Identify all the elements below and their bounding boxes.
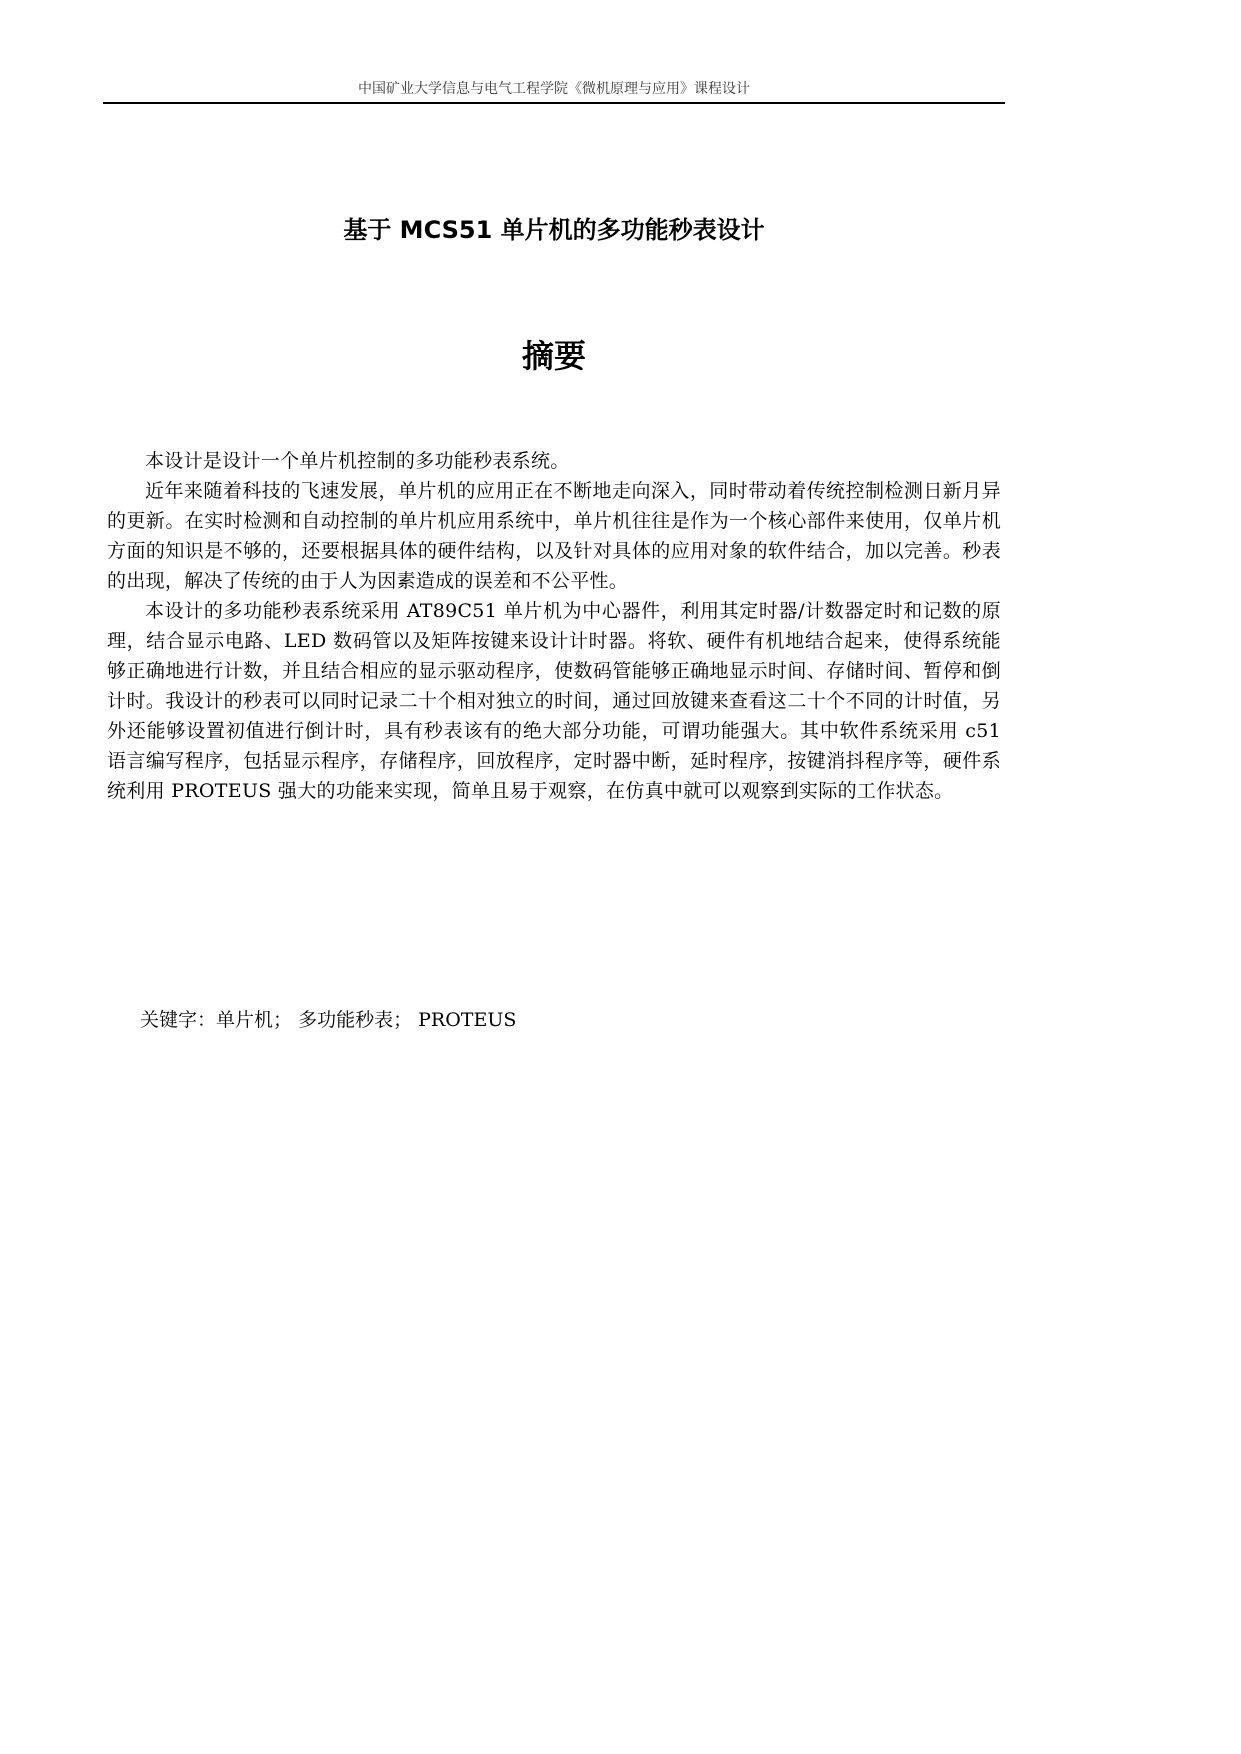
keywords-label: 关键字： — [140, 1009, 217, 1031]
document-title: 基于 MCS51 单片机的多功能秒表设计 — [343, 216, 765, 244]
keyword-item: 多功能秒表； — [298, 1009, 413, 1031]
abstract-paragraph: 近年来随着科技的飞速发展，单片机的应用正在不断地走向深入，同时带动着传统控制检测日新月异的更新。在实时检测和自动控制的单片机应用系统中，单片机往往是作为一个核心部件来使用，仅单片机方面的知识是不够的，还要根据具体的硬件结构，以及针对具体的应用对象的软件结合，加以完善。秒表的出现，解决了传统的由于人为因素造成的误差和不公平性。 — [107, 480, 1001, 592]
keywords-line — [140, 1005, 1000, 1035]
keyword-item: PROTEUS — [418, 1009, 517, 1031]
keyword-item: 单片机； — [216, 1009, 293, 1031]
running-header: 中国矿业大学信息与电气工程学院《微机原理与应用》课程设计 — [358, 81, 750, 97]
abstract-heading: 摘要 — [521, 337, 586, 375]
header-rule — [103, 102, 1005, 104]
abstract-paragraph: 本设计的多功能秒表系统采用 AT89C51 单片机为中心器件，利用其定时器/计数器定时和记数的原理，结合显示电路、LED 数码管以及矩阵按键来设计计时器。将软、硬件有机地结合起来，使得系统能够正确地进行计数，并且结合相应的显示驱动程序，使数码管能够正确地显示时间、存储时间、暂停和倒计时。我设计的秒表可以同时记录二十个相对独立的时间，通过回放键来查看这二十个不同的计时值，另外还能够设置初值进行倒计时，具有秒表该有的绝大部分功能，可谓功能强大。其中软件系统采用 c51 语言编写程序，包括显示程序，存储程序，回放程序，定时器中断，延时程序，按键消抖程序等，硬件系统利用 PROTEUS 强大的功能来实现，简单且易于观察，在仿真中就可以观察到实际的工作状态。 — [107, 600, 1001, 802]
abstract-body — [107, 446, 1001, 806]
abstract-paragraph: 本设计是设计一个单片机控制的多功能秒表系统。 — [145, 450, 570, 472]
